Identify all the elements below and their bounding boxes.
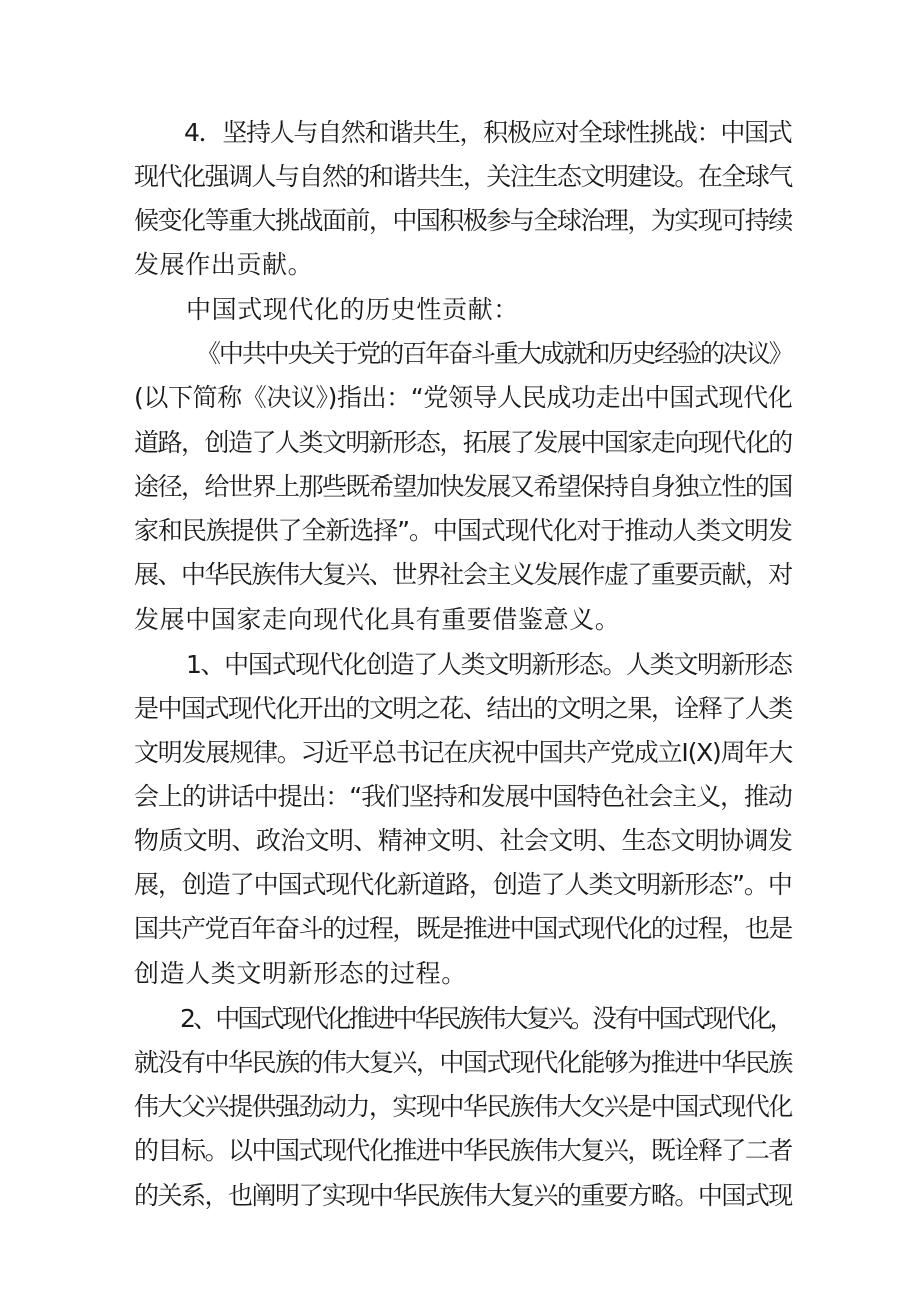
text-line: 展，创造了中国式现代化新道路，创造了人类文明新形态”。中 bbox=[134, 870, 792, 899]
text-line: 就没有中华民族的伟大复兴，中国式现代化能够为推进中华民族 bbox=[134, 1048, 792, 1077]
text-line: 文明发展规律。习近平总书记在庆祝中国共产党成立I(X)周年大 bbox=[134, 738, 793, 767]
text-line: 途径，给世界上那些既希望加快发展又希望保持自身独立性的国 bbox=[134, 472, 792, 501]
text-line: 《中共中央关于党的百年奋斗重大成就和历史经验的决议》 bbox=[196, 339, 792, 368]
text-line: 道路，创造了人类文明新形态，拓展了发展中国家走向现代化的 bbox=[134, 428, 792, 457]
text-line: 的目标。以中国式现代化推进中华民族伟大复兴，既诠释了二者 bbox=[134, 1136, 792, 1165]
text-line: (以下简称《决议》)指出：“党领导人民成功走出中国式现代化 bbox=[134, 383, 793, 412]
text-line: 伟大父兴提供强劲动力，实现中华民族伟大攵兴是中国式现代化 bbox=[134, 1092, 792, 1121]
text-line: 现代化强调人与自然的和谐共生，关注生态文明建设。在全球气 bbox=[134, 162, 792, 191]
text-line: 物质文明、政治文明、精神文明、社会文明、生态文明协调发 bbox=[134, 826, 793, 855]
section-heading: 中国式现代化的历史性贡献： bbox=[186, 295, 519, 324]
text-line: 候变化等重大挑战面前，中国积极参与全球治理，为实现可持续 bbox=[134, 206, 792, 235]
text-line: 家和民族提供了全新选择”。中国式现代化对于推动人类文明发 bbox=[134, 516, 792, 545]
text-line: 发展作出贡献。 bbox=[134, 250, 314, 279]
text-line: 创造人类文明新形态的过程。 bbox=[134, 959, 467, 988]
text-line: 是中国式现代化开出的文明之花、结出的文明之果，诠释了人类 bbox=[134, 694, 792, 723]
text-line: 1、中国式现代化创造了人类文明新形态。人类文明新形态 bbox=[186, 650, 792, 679]
text-line: 发展中国家走向现代化具有重要借鉴意义。 bbox=[134, 605, 621, 634]
text-line: 国共产党百年奋斗的过程，既是推进中国式现代化的过程，也是 bbox=[134, 914, 792, 943]
text-line: 2、中国式现代化推进中华民族伟大复兴。没有中国式现代化， bbox=[180, 1004, 792, 1033]
text-line: 的关系，也阐明了实现中华民族伟大复兴的重要方略。中国式现 bbox=[134, 1181, 792, 1210]
text-line: 4．坚持人与自然和谐共生，积极应对全球性挑战：中国式 bbox=[184, 118, 792, 147]
text-line: 会上的讲话中提出：“我们坚持和发展中国特色社会主义，推动 bbox=[134, 782, 792, 811]
text-line: 展、中华民族伟大复兴、世界社会主义发展作虚了重要贡献，对 bbox=[134, 560, 792, 589]
